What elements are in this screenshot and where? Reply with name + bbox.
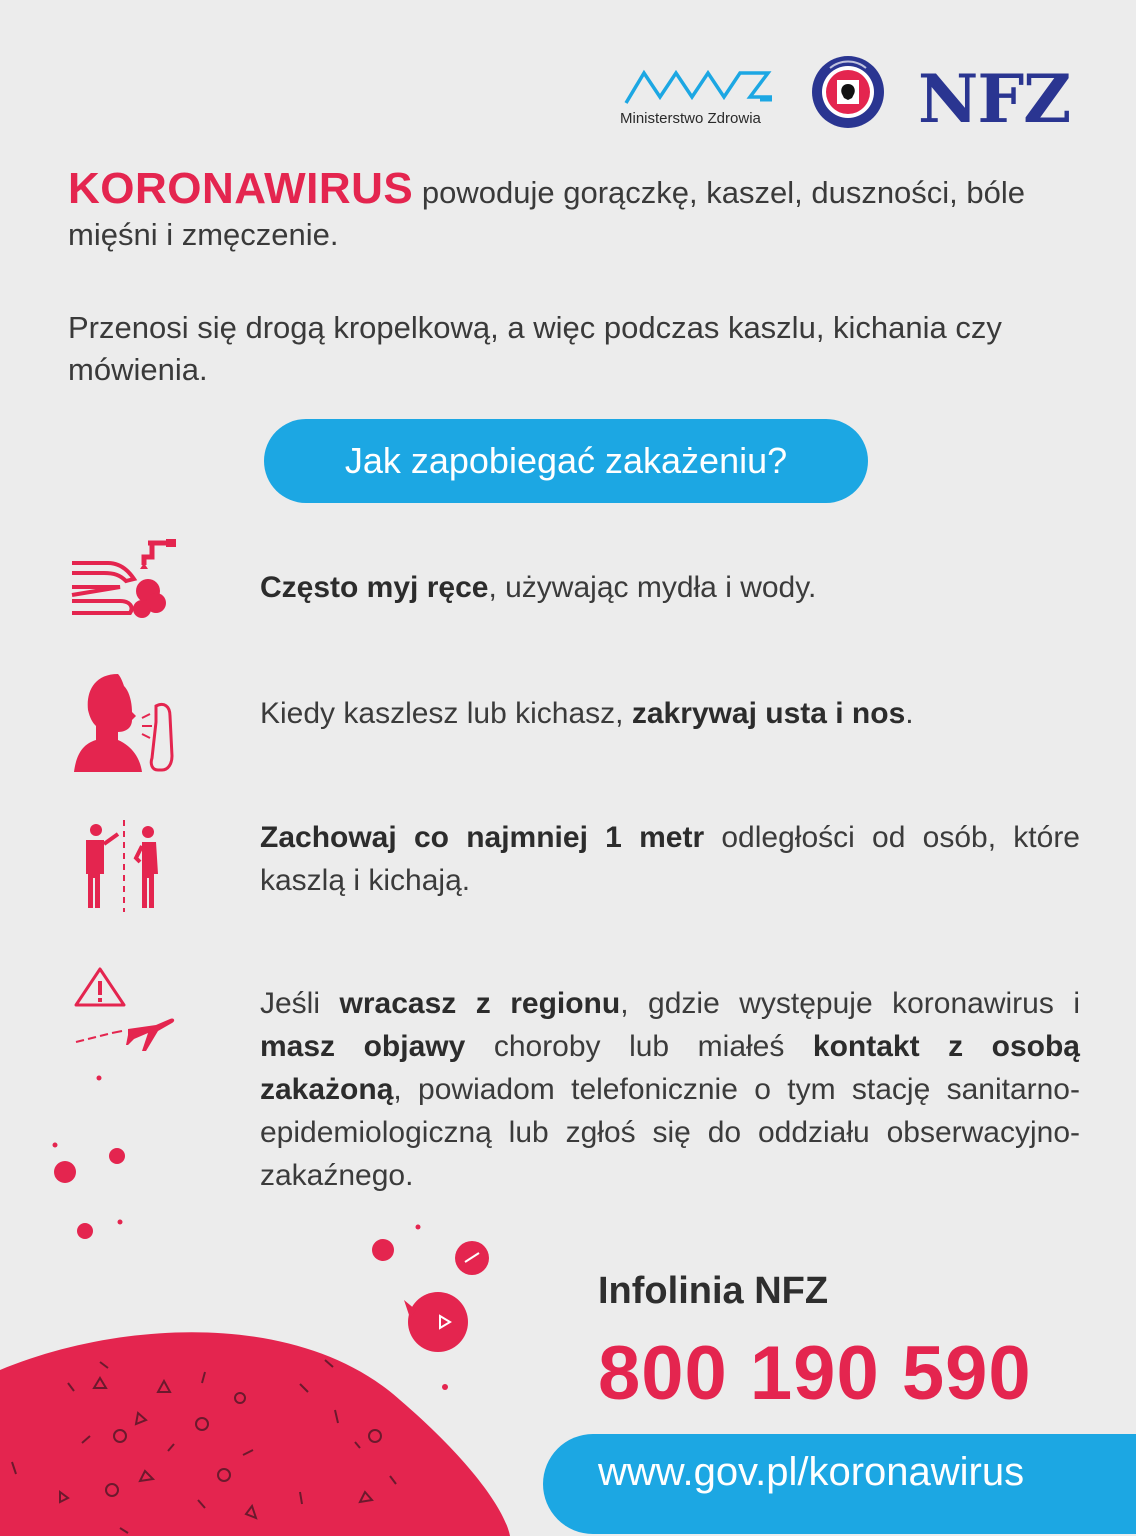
tip-distance-bold: Zachowaj co najmniej 1 metr <box>260 821 705 854</box>
tip-distance <box>260 816 1080 902</box>
tip-cover-bold: zakrywaj usta i nos <box>631 697 906 730</box>
nfz-logo: NFZ <box>918 60 1071 138</box>
cover-mouth-icon <box>72 668 180 774</box>
infoline-phone[interactable]: 800 190 590 <box>598 1331 1032 1416</box>
tip-return-b3: kontakt z osobą zakażoną <box>260 1030 1080 1106</box>
distance-icon <box>80 818 170 914</box>
tip-handwash <box>260 566 816 609</box>
tip-distance-text: odległości od osób, które kaszlą i kichają. <box>260 821 1080 897</box>
tip-return-b2: masz objawy <box>260 1030 466 1063</box>
sanepid-logo <box>810 54 886 130</box>
tip-return <box>260 982 1080 1197</box>
intro-transmission: Przenosi się drogą kropelkową, a więc podczas kaszlu, kichania czy mówienia. <box>68 310 1002 387</box>
tip-return-b1: wracasz z regionu <box>339 987 621 1020</box>
warning-plane-icon <box>72 965 176 1065</box>
tip-cover <box>260 692 914 735</box>
intro-keyword: KORONAWIRUS <box>68 164 414 213</box>
intro-symptoms <box>68 164 1078 256</box>
tip-handwash-bold: Często myj ręce <box>260 571 489 604</box>
ministry-caption: Ministerstwo Zdrowia <box>620 110 761 127</box>
tip-return-t4: , powiadom telefonicznie o tym stację sanitarno-epidemiologiczną lub zgłoś się do oddziału obserwacyjno-zakaźnego. <box>260 1073 1080 1192</box>
website-link[interactable]: www.gov.pl/koronawirus <box>598 1450 1025 1494</box>
infoline-label: Infolinia NFZ <box>598 1270 829 1312</box>
tip-cover-text2: . <box>905 697 914 730</box>
tip-cover-text1: Kiedy kaszlesz lub kichasz, <box>260 697 632 730</box>
intro-line1: powoduje gorączkę, kaszel, duszności, bóle mięśni i zmęczenie. <box>68 175 1026 252</box>
handwash-icon <box>70 535 182 625</box>
tip-handwash-text: , używając mydła i wody. <box>488 571 817 604</box>
tip-return-t3: choroby lub miałeś <box>465 1030 813 1063</box>
tip-return-t2: , gdzie występuje koronawirus i <box>620 987 1080 1020</box>
tip-return-t1: Jeśli <box>260 987 340 1020</box>
prevention-heading: Jak zapobiegać zakażeniu? <box>264 419 868 503</box>
